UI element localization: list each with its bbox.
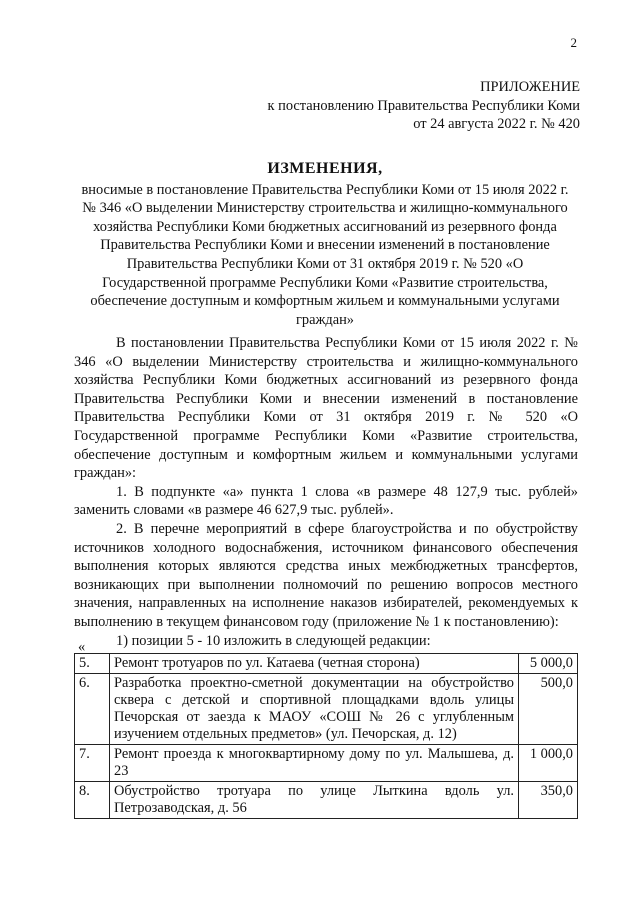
opening-quote: « <box>78 639 86 655</box>
row-description: Разработка проектно-сметной документации на обустройство сквера с детской и спортивной площадками вдоль улицы Печорская от заезда к МАОУ «СОШ № 26 с углубленным изучением отдельных предметов» (ул. Печорская, д. 12) <box>110 674 519 745</box>
row-number: 8. <box>75 782 110 819</box>
appendix-line-2: от 24 августа 2022 г. № 420 <box>413 116 580 133</box>
table-row <box>75 654 578 674</box>
row-amount: 500,0 <box>519 674 578 745</box>
table-row <box>75 782 578 819</box>
appendix-label: ПРИЛОЖЕНИЕ <box>480 79 580 95</box>
row-amount: 1 000,0 <box>519 745 578 782</box>
row-number: 7. <box>75 745 110 782</box>
appendix-header <box>268 78 580 134</box>
row-description: Ремонт тротуаров по ул. Катаева (четная сторона) <box>110 654 519 674</box>
row-amount: 5 000,0 <box>519 654 578 674</box>
page-number: 2 <box>570 35 577 50</box>
appendix-line-1: к постановлению Правительства Республики Коми <box>267 97 580 114</box>
item-2-paragraph: 2. В перечне мероприятий в сфере благоустройства и по обустройству источников холодного водоснабжения, источником финансового обеспечения выполнения которых являются средства иных межбюджетных трансфертов, возникающих при выполнении полномочий по решению вопросов местного значения, направленных на исполнение наказов избирателей, рекомендуемых к выполнению в текущем финансовом году (приложение № 1 к постановлению): <box>74 520 578 630</box>
item-1-paragraph: 1. В подпункте «а» пункта 1 слова «в размере 48 127,9 тыс. рублей» заменить словами «в размере 46 627,9 тыс. рублей». <box>74 483 578 519</box>
document-subtitle: вносимые в постановление Правительства Республики Коми от 15 июля 2022 г. № 346 «О выделении Министерству строительства и жилищно-коммунального хозяйства Республики Коми бюджетных ассигнований из резервного фонда Правительства Республики Коми и внесении изменений в постановление Правительства Республики Коми от 31 октября 2019 г. № 520 «О Государственной программе Республики Коми «Развитие строительства, обеспечение доступным и комфортным жильем и коммунальными услугами граждан» <box>81 181 569 328</box>
body-text <box>74 334 578 650</box>
subitem-1-paragraph: 1) позиции 5 - 10 изложить в следующей редакции: <box>116 632 431 649</box>
table-row <box>75 745 578 782</box>
row-number: 5. <box>75 654 110 674</box>
row-amount: 350,0 <box>519 782 578 819</box>
intro-paragraph: В постановлении Правительства Республики Коми от 15 июля 2022 г. № 346 «О выделении Министерству строительства и жилищно-коммунального хозяйства Республики Коми бюджетных ассигнований из резервного фонда Правительства Республики Коми и внесении изменений в постановление Правительства Республики Коми от 31 октября 2019 г. № 520 «О Государственной программе Республики Коми «Развитие строительства, обеспечение доступным и комфортным жильем и коммунальными услугами граждан»: <box>74 335 578 482</box>
positions-table <box>74 653 578 819</box>
row-number: 6. <box>75 674 110 745</box>
row-description: Обустройство тротуара по улице Лыткина вдоль ул. Петрозаводская, д. 56 <box>110 782 519 819</box>
table-row <box>75 674 578 745</box>
document-title: ИЗМЕНЕНИЯ, <box>267 160 383 177</box>
title-block <box>74 160 576 329</box>
row-description: Ремонт проезда к многоквартирному дому по ул. Малышева, д. 23 <box>110 745 519 782</box>
